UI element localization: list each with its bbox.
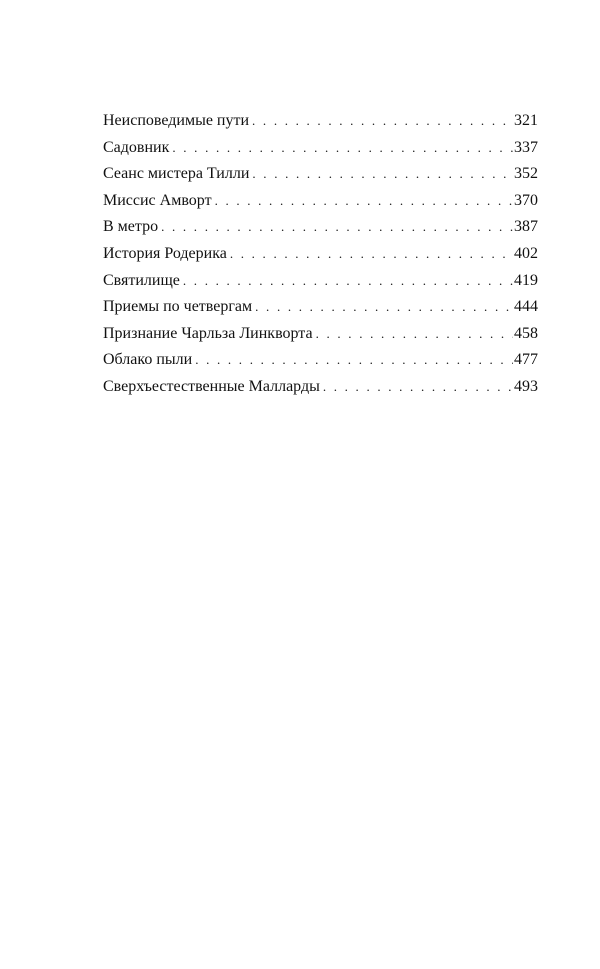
toc-entry-title: Миссис Амворт — [103, 191, 212, 209]
dot-leader — [252, 161, 513, 188]
toc-entry-title: Святилище — [103, 271, 180, 289]
toc-entry — [103, 135, 538, 162]
toc-entry — [103, 188, 538, 215]
toc-entry — [103, 161, 538, 188]
toc-entry-page: 444 — [514, 298, 538, 316]
toc-entry-title: Признание Чарльза Линкворта — [103, 324, 313, 342]
dot-leader — [255, 294, 513, 321]
toc-entry — [103, 108, 538, 135]
toc-entry-page: 337 — [514, 138, 538, 156]
dot-leader — [215, 188, 513, 215]
toc-entry-page: 352 — [514, 165, 538, 183]
toc-entry-page: 419 — [514, 271, 538, 289]
toc-entry — [103, 241, 538, 268]
toc-entry-title: Садовник — [103, 138, 170, 156]
toc-entry-page: 493 — [514, 377, 538, 395]
toc-entry — [103, 321, 538, 348]
toc-entry-title: В метро — [103, 218, 159, 236]
toc-entry-title: Сеанс мистера Тилли — [103, 165, 250, 183]
toc-entry-page: 458 — [514, 324, 538, 342]
toc-entry-page: 370 — [514, 191, 538, 209]
dot-leader — [323, 374, 513, 401]
toc-entry-title: Сверхъестественные Малларды — [103, 377, 320, 395]
dot-leader — [252, 108, 513, 135]
toc-entry-title: Приемы по четвергам — [103, 298, 253, 316]
dot-leader — [183, 268, 513, 295]
toc-entry-page: 387 — [514, 218, 538, 236]
toc-entry — [103, 347, 538, 374]
toc-entry-title: Неисповедимые пути — [103, 112, 250, 129]
toc-entry — [103, 214, 538, 241]
dot-leader — [316, 321, 513, 348]
table-of-contents — [103, 108, 538, 401]
toc-entry-page: 402 — [514, 244, 538, 262]
toc-entry-page: 321 — [514, 112, 538, 129]
dot-leader — [172, 135, 513, 162]
dot-leader — [230, 241, 513, 268]
toc-entry — [103, 294, 538, 321]
toc-entry — [103, 374, 538, 401]
toc-entry-page: 477 — [514, 351, 538, 369]
dot-leader — [161, 214, 513, 241]
toc-entry-title: Облако пыли — [103, 351, 193, 369]
toc-entry-title: История Родерика — [103, 244, 227, 262]
dot-leader — [195, 347, 513, 374]
toc-entry — [103, 268, 538, 295]
